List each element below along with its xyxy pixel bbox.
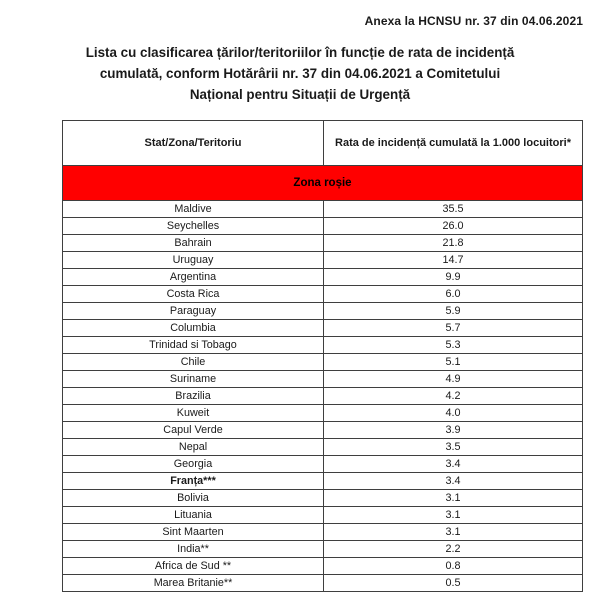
country-cell: Paraguay: [63, 303, 324, 320]
rate-cell: 3.4: [324, 473, 583, 490]
rate-cell: 5.3: [324, 337, 583, 354]
country-cell: Argentina: [63, 269, 324, 286]
country-cell: Costa Rica: [63, 286, 324, 303]
country-cell: Columbia: [63, 320, 324, 337]
rate-cell: 3.1: [324, 490, 583, 507]
table-header-row: [63, 121, 583, 166]
country-cell: Lituania: [63, 507, 324, 524]
rate-cell: 9.9: [324, 269, 583, 286]
table-row: [63, 252, 583, 269]
column-header-country: Stat/Zona/Teritoriu: [63, 121, 324, 166]
rate-cell: 3.5: [324, 439, 583, 456]
rate-cell: 0.8: [324, 558, 583, 575]
rate-cell: 5.9: [324, 303, 583, 320]
rate-cell: 3.9: [324, 422, 583, 439]
table-row: [63, 575, 583, 592]
country-cell: Capul Verde: [63, 422, 324, 439]
table-row: [63, 388, 583, 405]
rate-cell: 21.8: [324, 235, 583, 252]
incidence-table-body: [63, 201, 583, 592]
title-line-3: Național pentru Situații de Urgență: [189, 87, 411, 102]
table-row: [63, 303, 583, 320]
rate-cell: 6.0: [324, 286, 583, 303]
table-row: [63, 320, 583, 337]
zone-band-row: [63, 166, 583, 201]
zone-band-cell: Zona roșie: [63, 166, 583, 201]
table-row: [63, 422, 583, 439]
country-cell: Bahrain: [63, 235, 324, 252]
country-cell: Seychelles: [63, 218, 324, 235]
annex-reference: Anexa la HCNSU nr. 37 din 04.06.2021: [364, 14, 583, 28]
table-row: [63, 439, 583, 456]
table-row: [63, 286, 583, 303]
rate-cell: 35.5: [324, 201, 583, 218]
table-row: [63, 218, 583, 235]
table-row: [63, 405, 583, 422]
rate-cell: 4.9: [324, 371, 583, 388]
rate-cell: 3.4: [324, 456, 583, 473]
rate-cell: 5.7: [324, 320, 583, 337]
country-cell: Suriname: [63, 371, 324, 388]
table-row: [63, 456, 583, 473]
rate-cell: 5.1: [324, 354, 583, 371]
table-row: [63, 337, 583, 354]
country-cell: Uruguay: [63, 252, 324, 269]
rate-cell: 4.2: [324, 388, 583, 405]
table-row: [63, 201, 583, 218]
country-cell: Nepal: [63, 439, 324, 456]
country-cell: Africa de Sud **: [63, 558, 324, 575]
table-row: [63, 507, 583, 524]
table-row: [63, 269, 583, 286]
table-row: [63, 490, 583, 507]
rate-cell: 14.7: [324, 252, 583, 269]
country-cell: Maldive: [63, 201, 324, 218]
country-cell: Franța***: [63, 473, 324, 490]
rate-cell: 0.5: [324, 575, 583, 592]
country-cell: Brazilia: [63, 388, 324, 405]
country-cell: Sint Maarten: [63, 524, 324, 541]
table-row: [63, 235, 583, 252]
title-line-1: Lista cu clasificarea țărilor/teritoriilor în funcție de rata de incidență: [85, 45, 515, 60]
country-cell: Georgia: [63, 456, 324, 473]
document-title: [40, 42, 560, 105]
rate-cell: 3.1: [324, 507, 583, 524]
country-cell: Kuweit: [63, 405, 324, 422]
country-cell: Chile: [63, 354, 324, 371]
rate-cell: 3.1: [324, 524, 583, 541]
table-row: [63, 541, 583, 558]
title-line-2: cumulată, conform Hotărârii nr. 37 din 04.06.2021 a Comitetului: [99, 66, 501, 81]
table-row: [63, 473, 583, 490]
rate-cell: 2.2: [324, 541, 583, 558]
country-cell: Trinidad si Tobago: [63, 337, 324, 354]
table-row: [63, 558, 583, 575]
column-header-rate: Rata de incidență cumulată la 1.000 locuitori*: [324, 121, 583, 166]
incidence-table: [62, 120, 583, 592]
incidence-table-head: [63, 121, 583, 201]
country-cell: Bolivia: [63, 490, 324, 507]
country-cell: Marea Britanie**: [63, 575, 324, 592]
table-row: [63, 371, 583, 388]
rate-cell: 4.0: [324, 405, 583, 422]
table-row: [63, 354, 583, 371]
country-cell: India**: [63, 541, 324, 558]
table-row: [63, 524, 583, 541]
rate-cell: 26.0: [324, 218, 583, 235]
